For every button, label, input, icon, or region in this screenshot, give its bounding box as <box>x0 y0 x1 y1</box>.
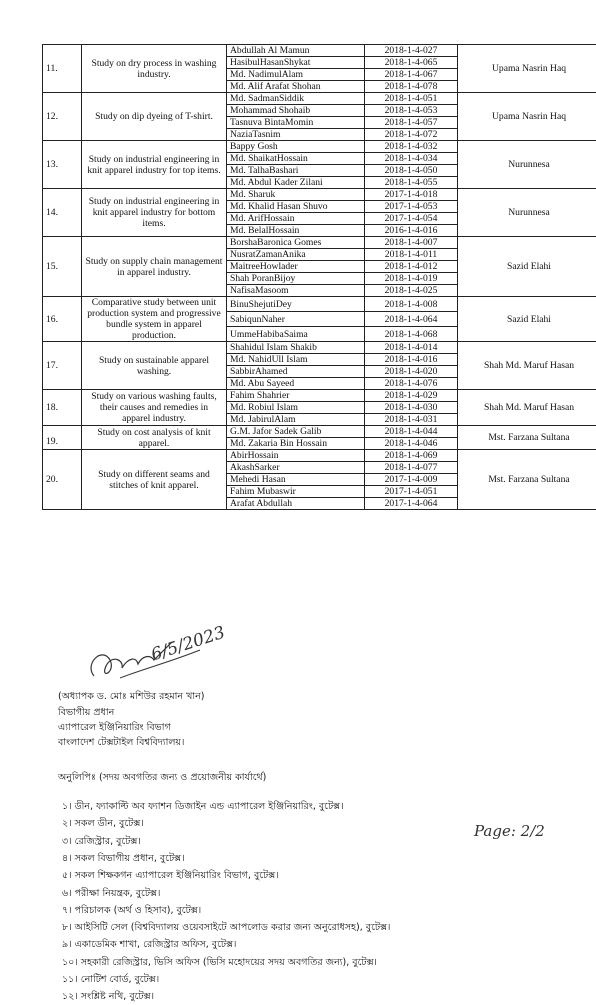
student-id-cell: 2018-1-4-019 <box>365 273 458 285</box>
student-id-cell: 2017-1-4-051 <box>365 486 458 498</box>
student-id-cell: 2018-1-4-050 <box>365 165 458 177</box>
copy-list-item: ৫। সকল শিক্ষকগন এ্যাপারেল ইঞ্জিনিয়ারিং বিভাগ, বুটেক্স। <box>62 869 279 884</box>
student-id-cell: 2018-1-4-034 <box>365 153 458 165</box>
student-id-cell: 2018-1-4-077 <box>365 462 458 474</box>
serial-number-cell: 17. <box>43 342 82 390</box>
student-id-cell: 2018-1-4-067 <box>365 69 458 81</box>
student-name-cell: Arafat Abdullah <box>227 498 365 510</box>
student-name-cell: Md. Sharuk <box>227 189 365 201</box>
student-name-cell: Shah PoranBijoy <box>227 273 365 285</box>
student-id-cell: 2018-1-4-044 <box>365 426 458 438</box>
student-name-cell: Md. Abdul Kader Zilani <box>227 177 365 189</box>
student-id-cell: 2017-1-4-054 <box>365 213 458 225</box>
copy-list-item: ১০। সহকারী রেজিস্ট্রার, ভিসি অফিস (ভিসি মহোদয়ের সদয় অবগতির জন্য), বুটেক্স। <box>62 956 377 971</box>
project-table-body <box>43 45 596 510</box>
student-name-cell: NusratZamanAnika <box>227 249 365 261</box>
serial-number-cell: 11. <box>43 45 82 93</box>
student-name-cell: Md. Zakaria Bin Hossain <box>227 438 365 450</box>
student-id-cell: 2017-1-4-064 <box>365 498 458 510</box>
student-name-cell: G.M. Jafor Sadek Galib <box>227 426 365 438</box>
serial-number-cell: 20. <box>43 450 82 510</box>
supervisor-cell: Nurunnesa <box>458 189 596 237</box>
student-id-cell: 2017-1-4-009 <box>365 474 458 486</box>
student-id-cell: 2018-1-4-012 <box>365 261 458 273</box>
page-number-text: Page: 2/2 <box>474 822 545 840</box>
supervisor-cell: Mst. Farzana Sultana <box>458 426 596 450</box>
student-id-cell: 2018-1-4-011 <box>365 249 458 261</box>
student-id-cell: 2018-1-4-051 <box>365 93 458 105</box>
serial-number-cell: 12. <box>43 93 82 141</box>
supervisor-cell: Mst. Farzana Sultana <box>458 450 596 510</box>
student-name-cell: Md. NahidUll Islam <box>227 354 365 366</box>
serial-number-cell: 14. <box>43 189 82 237</box>
student-id-cell: 2018-1-4-025 <box>365 285 458 297</box>
copy-heading: অনুলিপিঃ (সদয় অবগতির জন্য ও প্রয়োজনীয় কার্যার্থে) <box>58 771 266 784</box>
supervisor-cell: Upama Nasrin Haq <box>458 93 596 141</box>
student-name-cell: Shahidul Islam Shakib <box>227 342 365 354</box>
serial-number-cell: 19. <box>43 426 82 450</box>
student-id-cell: 2018-1-4-027 <box>365 45 458 57</box>
student-name-cell: Md. TalhaBashari <box>227 165 365 177</box>
student-name-cell: SabbirAhamed <box>227 366 365 378</box>
student-name-cell: Mohammad Shohaib <box>227 105 365 117</box>
student-name-cell: MaitreeHowlader <box>227 261 365 273</box>
project-topic-cell: Study on supply chain management in apparel industry. <box>82 237 227 297</box>
project-topic-cell: Comparative study between unit production system and progressive bundle system in apparel production. <box>82 297 227 342</box>
student-name-cell: Md. NadimulAlam <box>227 69 365 81</box>
table-row <box>43 189 596 201</box>
student-id-cell: 2018-1-4-030 <box>365 402 458 414</box>
page-number-handwriting <box>474 822 570 852</box>
student-name-cell: NafisaMasoom <box>227 285 365 297</box>
serial-number-cell: 18. <box>43 390 82 426</box>
student-id-cell: 2016-1-4-016 <box>365 225 458 237</box>
student-id-cell: 2018-1-4-016 <box>365 354 458 366</box>
student-name-cell: BinuShejutiDey <box>227 297 365 312</box>
serial-number-cell: 13. <box>43 141 82 189</box>
table-row <box>43 237 596 249</box>
table-row <box>43 93 596 105</box>
student-name-cell: AbirHossain <box>227 450 365 462</box>
serial-number-cell: 15. <box>43 237 82 297</box>
student-name-cell: Md. SadmanSiddik <box>227 93 365 105</box>
project-topic-cell: Study on sustainable apparel washing. <box>82 342 227 390</box>
student-name-cell: Tasnuva BintaMomin <box>227 117 365 129</box>
copy-list-item: ১২। সংশ্লিষ্ট নথি, বুটেক্স। <box>62 990 154 1005</box>
student-id-cell: 2018-1-4-007 <box>365 237 458 249</box>
student-name-cell: Md. JabirulAlam <box>227 414 365 426</box>
project-topic-cell: Study on industrial engineering in knit apparel industry for top items. <box>82 141 227 189</box>
student-id-cell: 2018-1-4-076 <box>365 378 458 390</box>
student-name-cell: SabiqunNaher <box>227 312 365 327</box>
project-topic-cell: Study on dry process in washing industry. <box>82 45 227 93</box>
copy-list-item: ৮। আইসিটি সেল (বিশ্ববিদ্যালয় ওয়েবসাইটে আপলোড করার জন্য অনুরোধসহ), বুটেক্স। <box>62 921 390 936</box>
handwritten-signature <box>80 620 260 688</box>
student-id-cell: 2017-1-4-018 <box>365 189 458 201</box>
student-id-cell: 2018-1-4-072 <box>365 129 458 141</box>
table-row <box>43 342 596 354</box>
copy-list-item: ৬। পরীক্ষা নিয়ন্ত্রক, বুটেক্স। <box>62 887 160 902</box>
supervisor-cell: Nurunnesa <box>458 141 596 189</box>
table-row <box>43 390 596 402</box>
project-topic-cell: Study on various washing faults, their causes and remedies in apparel industry. <box>82 390 227 426</box>
supervisor-cell: Upama Nasrin Haq <box>458 45 596 93</box>
student-name-cell: AkashSarker <box>227 462 365 474</box>
student-id-cell: 2018-1-4-065 <box>365 57 458 69</box>
student-id-cell: 2018-1-4-053 <box>365 105 458 117</box>
student-id-cell: 2018-1-4-014 <box>365 342 458 354</box>
student-name-cell: Md. Abu Sayeed <box>227 378 365 390</box>
student-name-cell: NaziaTasnim <box>227 129 365 141</box>
student-id-cell: 2018-1-4-031 <box>365 414 458 426</box>
student-id-cell: 2018-1-4-055 <box>365 177 458 189</box>
student-id-cell: 2018-1-4-068 <box>365 327 458 342</box>
signatory-name: (অধ্যাপক ড. মোঃ মশিউর রহমান খান) <box>58 690 204 703</box>
project-topic-cell: Study on industrial engineering in knit apparel industry for bottom items. <box>82 189 227 237</box>
student-id-cell: 2018-1-4-078 <box>365 81 458 93</box>
student-id-cell: 2018-1-4-020 <box>365 366 458 378</box>
table-row <box>43 45 596 57</box>
project-topic-cell: Study on cost analysis of knit apparel. <box>82 426 227 450</box>
student-name-cell: Md. Khalid Hasan Shuvo <box>227 201 365 213</box>
serial-number-cell: 16. <box>43 297 82 342</box>
student-id-cell: 2018-1-4-032 <box>365 141 458 153</box>
table-row <box>43 141 596 153</box>
project-topic-cell: Study on different seams and stitches of knit apparel. <box>82 450 227 510</box>
student-id-cell: 2018-1-4-029 <box>365 390 458 402</box>
student-name-cell: Md. BelalHossain <box>227 225 365 237</box>
signatory-university: বাংলাদেশ টেক্সটাইল বিশ্ববিদ্যালয়। <box>58 736 184 749</box>
copy-list-item: ১। ডীন, ফ্যাকাল্টি অব ফ্যাশন ডিজাইন এন্ড এ্যাপারেল ইঞ্জিনিয়ারিং, বুটেক্স। <box>62 800 344 815</box>
signature-date-handwriting: 6/5/2023 <box>149 623 228 666</box>
student-name-cell: UmmeHabibaSaima <box>227 327 365 342</box>
student-id-cell: 2018-1-4-008 <box>365 297 458 312</box>
supervisor-cell: Shah Md. Maruf Hasan <box>458 342 596 390</box>
table-row <box>43 297 596 312</box>
student-id-cell: 2017-1-4-053 <box>365 201 458 213</box>
copy-list-item: ৯। একাডেমিক শাখা, রেজিস্ট্রার অফিস, বুটেক্স। <box>62 938 236 953</box>
student-name-cell: Fahim Shahrier <box>227 390 365 402</box>
project-table <box>42 44 596 510</box>
signatory-department: এ্যাপারেল ইঞ্জিনিয়ারিং বিভাগ <box>58 721 171 734</box>
project-topic-cell: Study on dip dyeing of T-shirt. <box>82 93 227 141</box>
project-allocation-sheet <box>42 44 596 510</box>
student-name-cell: Md. Robiul Islam <box>227 402 365 414</box>
student-name-cell: Md. ShaikatHossain <box>227 153 365 165</box>
table-row <box>43 426 596 438</box>
student-name-cell: Md. ArifHossain <box>227 213 365 225</box>
student-id-cell: 2018-1-4-064 <box>365 312 458 327</box>
student-id-cell: 2018-1-4-046 <box>365 438 458 450</box>
student-name-cell: Bappy Gosh <box>227 141 365 153</box>
copy-list-item: ২। সকল ডীন, বুটেক্স। <box>62 817 144 832</box>
student-name-cell: Abdullah Al Mamun <box>227 45 365 57</box>
student-id-cell: 2018-1-4-057 <box>365 117 458 129</box>
copy-list-item: ৭। পরিচালক (অর্থ ও হিসাব), বুটেক্স। <box>62 904 201 919</box>
student-name-cell: BorshaBaronica Gomes <box>227 237 365 249</box>
supervisor-cell: Sazid Elahi <box>458 237 596 297</box>
copy-list-item: ৪। সকল বিভাগীয় প্রধান, বুটেক্স। <box>62 852 185 867</box>
supervisor-cell: Sazid Elahi <box>458 297 596 342</box>
copy-list-item: ৩। রেজিস্ট্রার, বুটেক্স। <box>62 835 141 850</box>
signatory-designation: বিভাগীয় প্রধান <box>58 706 114 719</box>
copy-list-item: ১১। নোটিশ বোর্ড, বুটেক্স। <box>62 973 159 988</box>
student-name-cell: HasibulHasanShykat <box>227 57 365 69</box>
student-name-cell: Mehedi Hasan <box>227 474 365 486</box>
supervisor-cell: Shah Md. Maruf Hasan <box>458 390 596 426</box>
student-id-cell: 2018-1-4-069 <box>365 450 458 462</box>
student-name-cell: Fahim Mubaswir <box>227 486 365 498</box>
table-row <box>43 450 596 462</box>
student-name-cell: Md. Alif Arafat Shohan <box>227 81 365 93</box>
